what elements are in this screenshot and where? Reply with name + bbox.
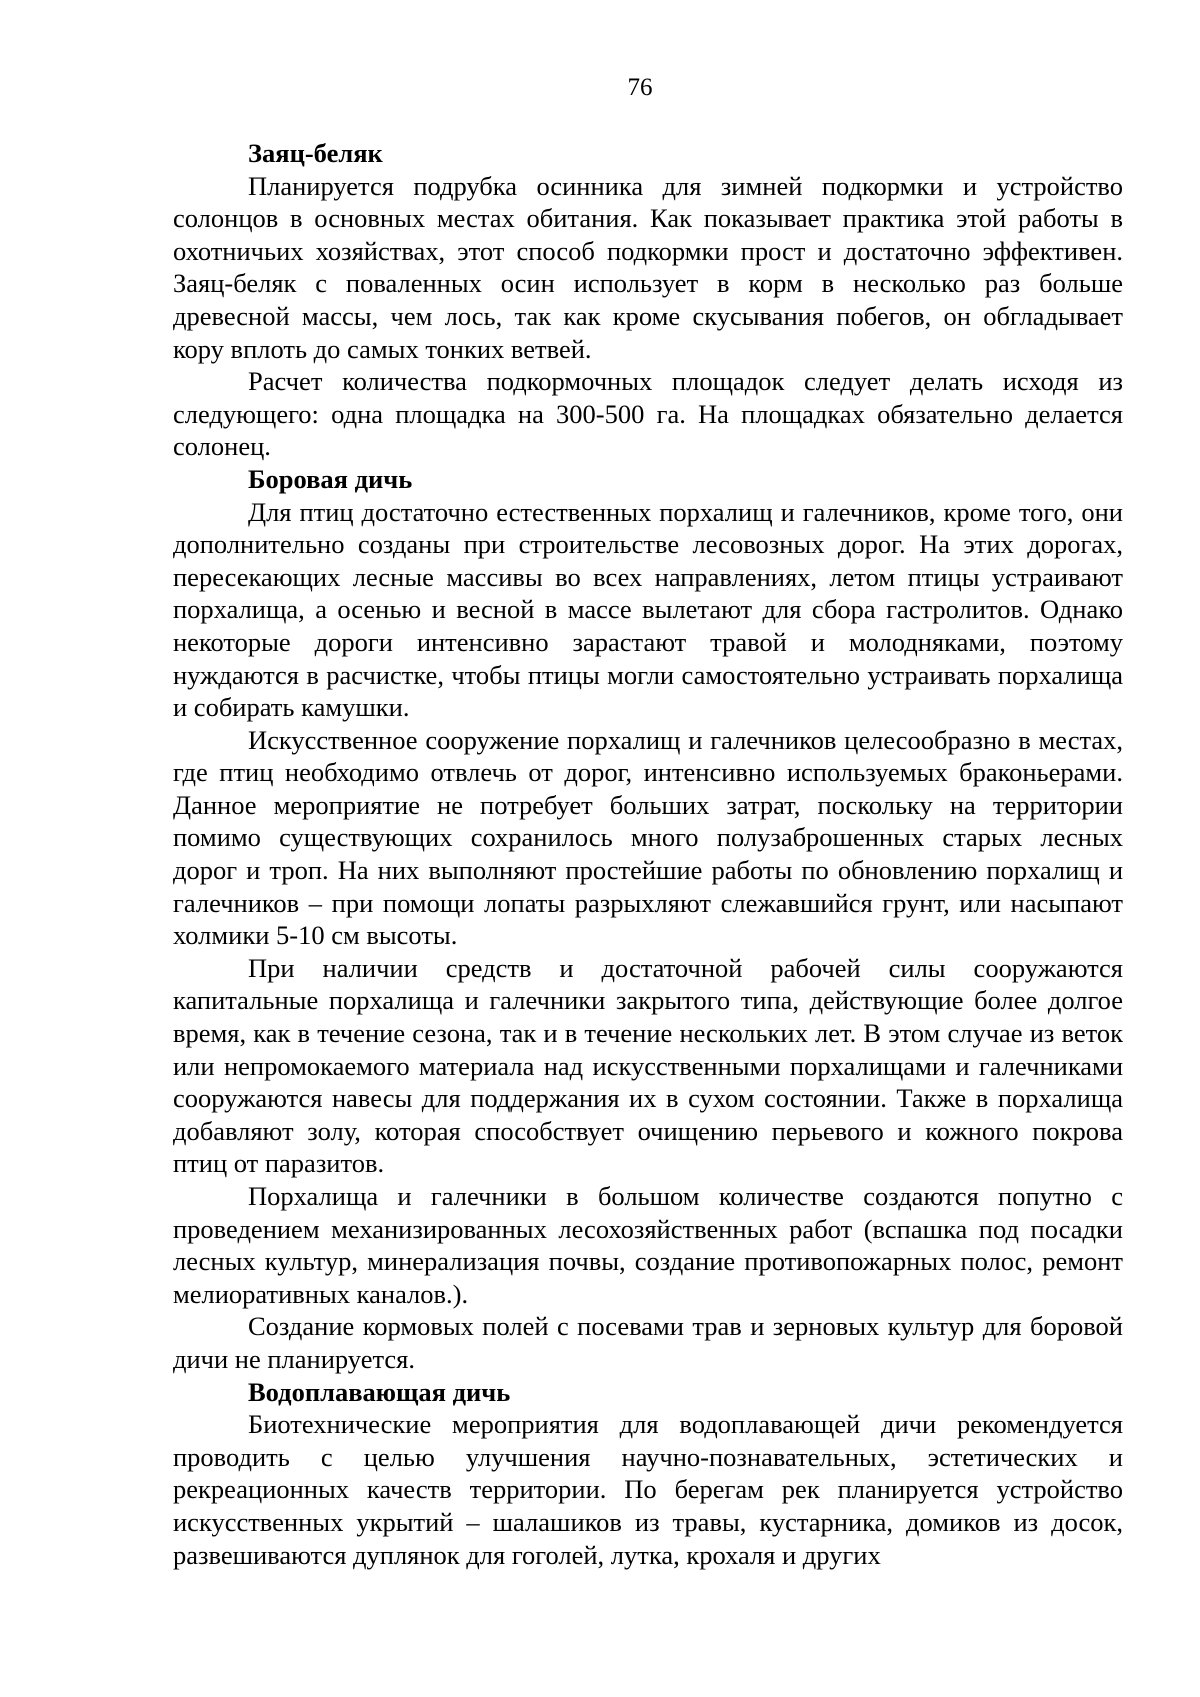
paragraph: При наличии средств и достаточной рабочей силы сооружаются капитальные порхалища и галечники закрытого типа, действующие более долгое время, как в течение сезона, так и в течение нескольких лет. В этом случае из веток или непромокаемого материала над искусственными порхалищами и галечниками сооружаются навесы для поддержания их в сухом состоянии. Также в порхалища добавляют золу, которая способствует очищению перьевого и кожного покрова птиц от паразитов. [173, 952, 1123, 1179]
paragraph: Искусственное сооружение порхалищ и галечников целесообразно в местах, где птиц необходимо отвлечь от дорог, интенсивно используемых браконьерами. Данное мероприятие не потребует больших затрат, поскольку на территории помимо существующих сохранилось много полузаброшенных старых лесных дорог и троп. На них выполняют простейшие работы по обновлению порхалищ и галечников – при помощи лопаты разрыхляют слежавшийся грунт, или насыпают холмики 5-10 см высоты. [173, 724, 1123, 951]
page-content [173, 137, 1123, 1571]
page-number: 76 [627, 74, 653, 101]
section-heading-upland-game: Боровая дичь [248, 463, 413, 494]
section-heading-waterfowl: Водоплавающая дичь [248, 1376, 511, 1407]
paragraph: Планируется подрубка осинника для зимней подкормки и устройство солонцов в основных местах обитания. Как показывает практика этой работы в охотничьих хозяйствах, этот способ подкормки прост и достаточно эффективен. Заяц-беляк с поваленных осин использует в корм в несколько раз больше древесной массы, чем лось, так как кроме скусывания побегов, он обгладывает кору вплоть до самых тонких ветвей. [173, 170, 1123, 364]
paragraph: Биотехнические мероприятия для водоплавающей дичи рекомендуется проводить с целью улучшения научно-познавательных, эстетических и рекреационных качеств территории. По берегам рек планируется устройство искусственных укрытий – шалашиков из травы, кустарника, домиков из досок, развешиваются дуплянок для гоголей, лутка, крохаля и других [173, 1409, 1123, 1570]
paragraph: Создание кормовых полей с посевами трав и зерновых культур для боровой дичи не планируется. [173, 1311, 1123, 1374]
paragraph: Для птиц достаточно естественных порхалищ и галечников, кроме того, они дополнительно созданы при строительстве лесовозных дорог. На этих дорогах, пересекающих лесные массивы во всех направлениях, летом птицы устраивают порхалища, а осенью и весной в массе вылетают для сбора гастролитов. Однако некоторые дороги интенсивно зарастают травой и молодняками, поэтому нуждаются в расчистке, чтобы птицы могли самостоятельно устраивать порхалища и собирать камушки. [173, 496, 1123, 723]
paragraph: Расчет количества подкормочных площадок следует делать исходя из следующего: одна площадка на 300-500 га. На площадках обязательно делается солонец. [173, 366, 1123, 462]
paragraph: Порхалища и галечники в большом количестве создаются попутно с проведением механизированных лесохозяйственных работ (вспашка под посадки лесных культур, минерализация почвы, создание противопожарных полос, ремонт мелиоративных каналов.). [173, 1181, 1123, 1309]
section-heading-hare: Заяц-беляк [248, 138, 383, 168]
